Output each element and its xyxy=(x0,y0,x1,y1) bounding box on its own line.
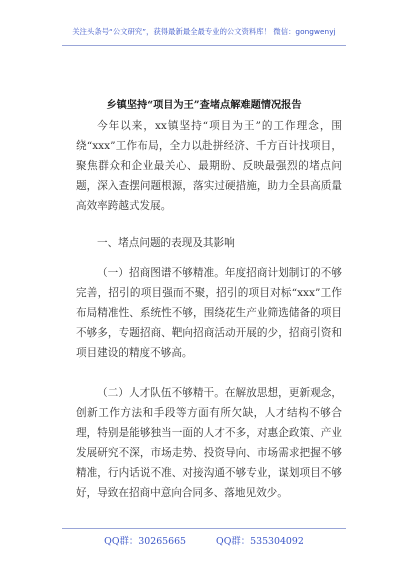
footer xyxy=(0,533,408,547)
footer-divider xyxy=(62,528,346,529)
header-divider xyxy=(62,45,346,46)
header-banner: 关注头条号“公文研究”，获得最新最全最专业的公文资料库！ 微信：gongwenyj xyxy=(72,27,336,36)
footer-qq-group-2: QQ群：535304092 xyxy=(216,536,304,547)
footer-qq-group-1: QQ群：30265665 xyxy=(104,536,187,547)
paragraph-item-1: （一）招商图谱不够精准。年度招商计划制订的不够完善，招引的项目强而不聚，招引的项目对标“xxx”工作布局精准性、系统性不够，围绕花生产业筛选储备的项目不够多，专题招商、靶向招商活动开展的少，招商引资和项目建设的精度不够高。 xyxy=(76,267,342,360)
intro-paragraph: 今年以来，xx镇坚持“项目为王”的工作理念，围绕“xxx”工作布局，全力以赴拼经济、千方百计找项目，聚焦群众和企业最关心、最期盼、反映最强烈的堵点问题，深入查摆问题根源，落实过硬措施，助力全县高质量高效率跨越式发展。 xyxy=(76,120,342,213)
document-title: 乡镇坚持“项目为王”查堵点解难题情况报告 xyxy=(106,99,302,111)
section-heading: 一、堵点问题的表现及其影响 xyxy=(97,237,235,249)
paragraph-item-2: （二）人才队伍不够精干。在解放思想，更新观念，创新工作方法和手段等方面有所欠缺，人才结构不够合理，特别是能够独当一面的人才不多，对惠企政策、产业发展研究不深，市场走势、投资导向、市场需求把握不够精准，行内话说不准、对接沟通不够专业，谋划项目不够好，导致在招商中意向合同多、落地见效少。 xyxy=(76,387,342,500)
